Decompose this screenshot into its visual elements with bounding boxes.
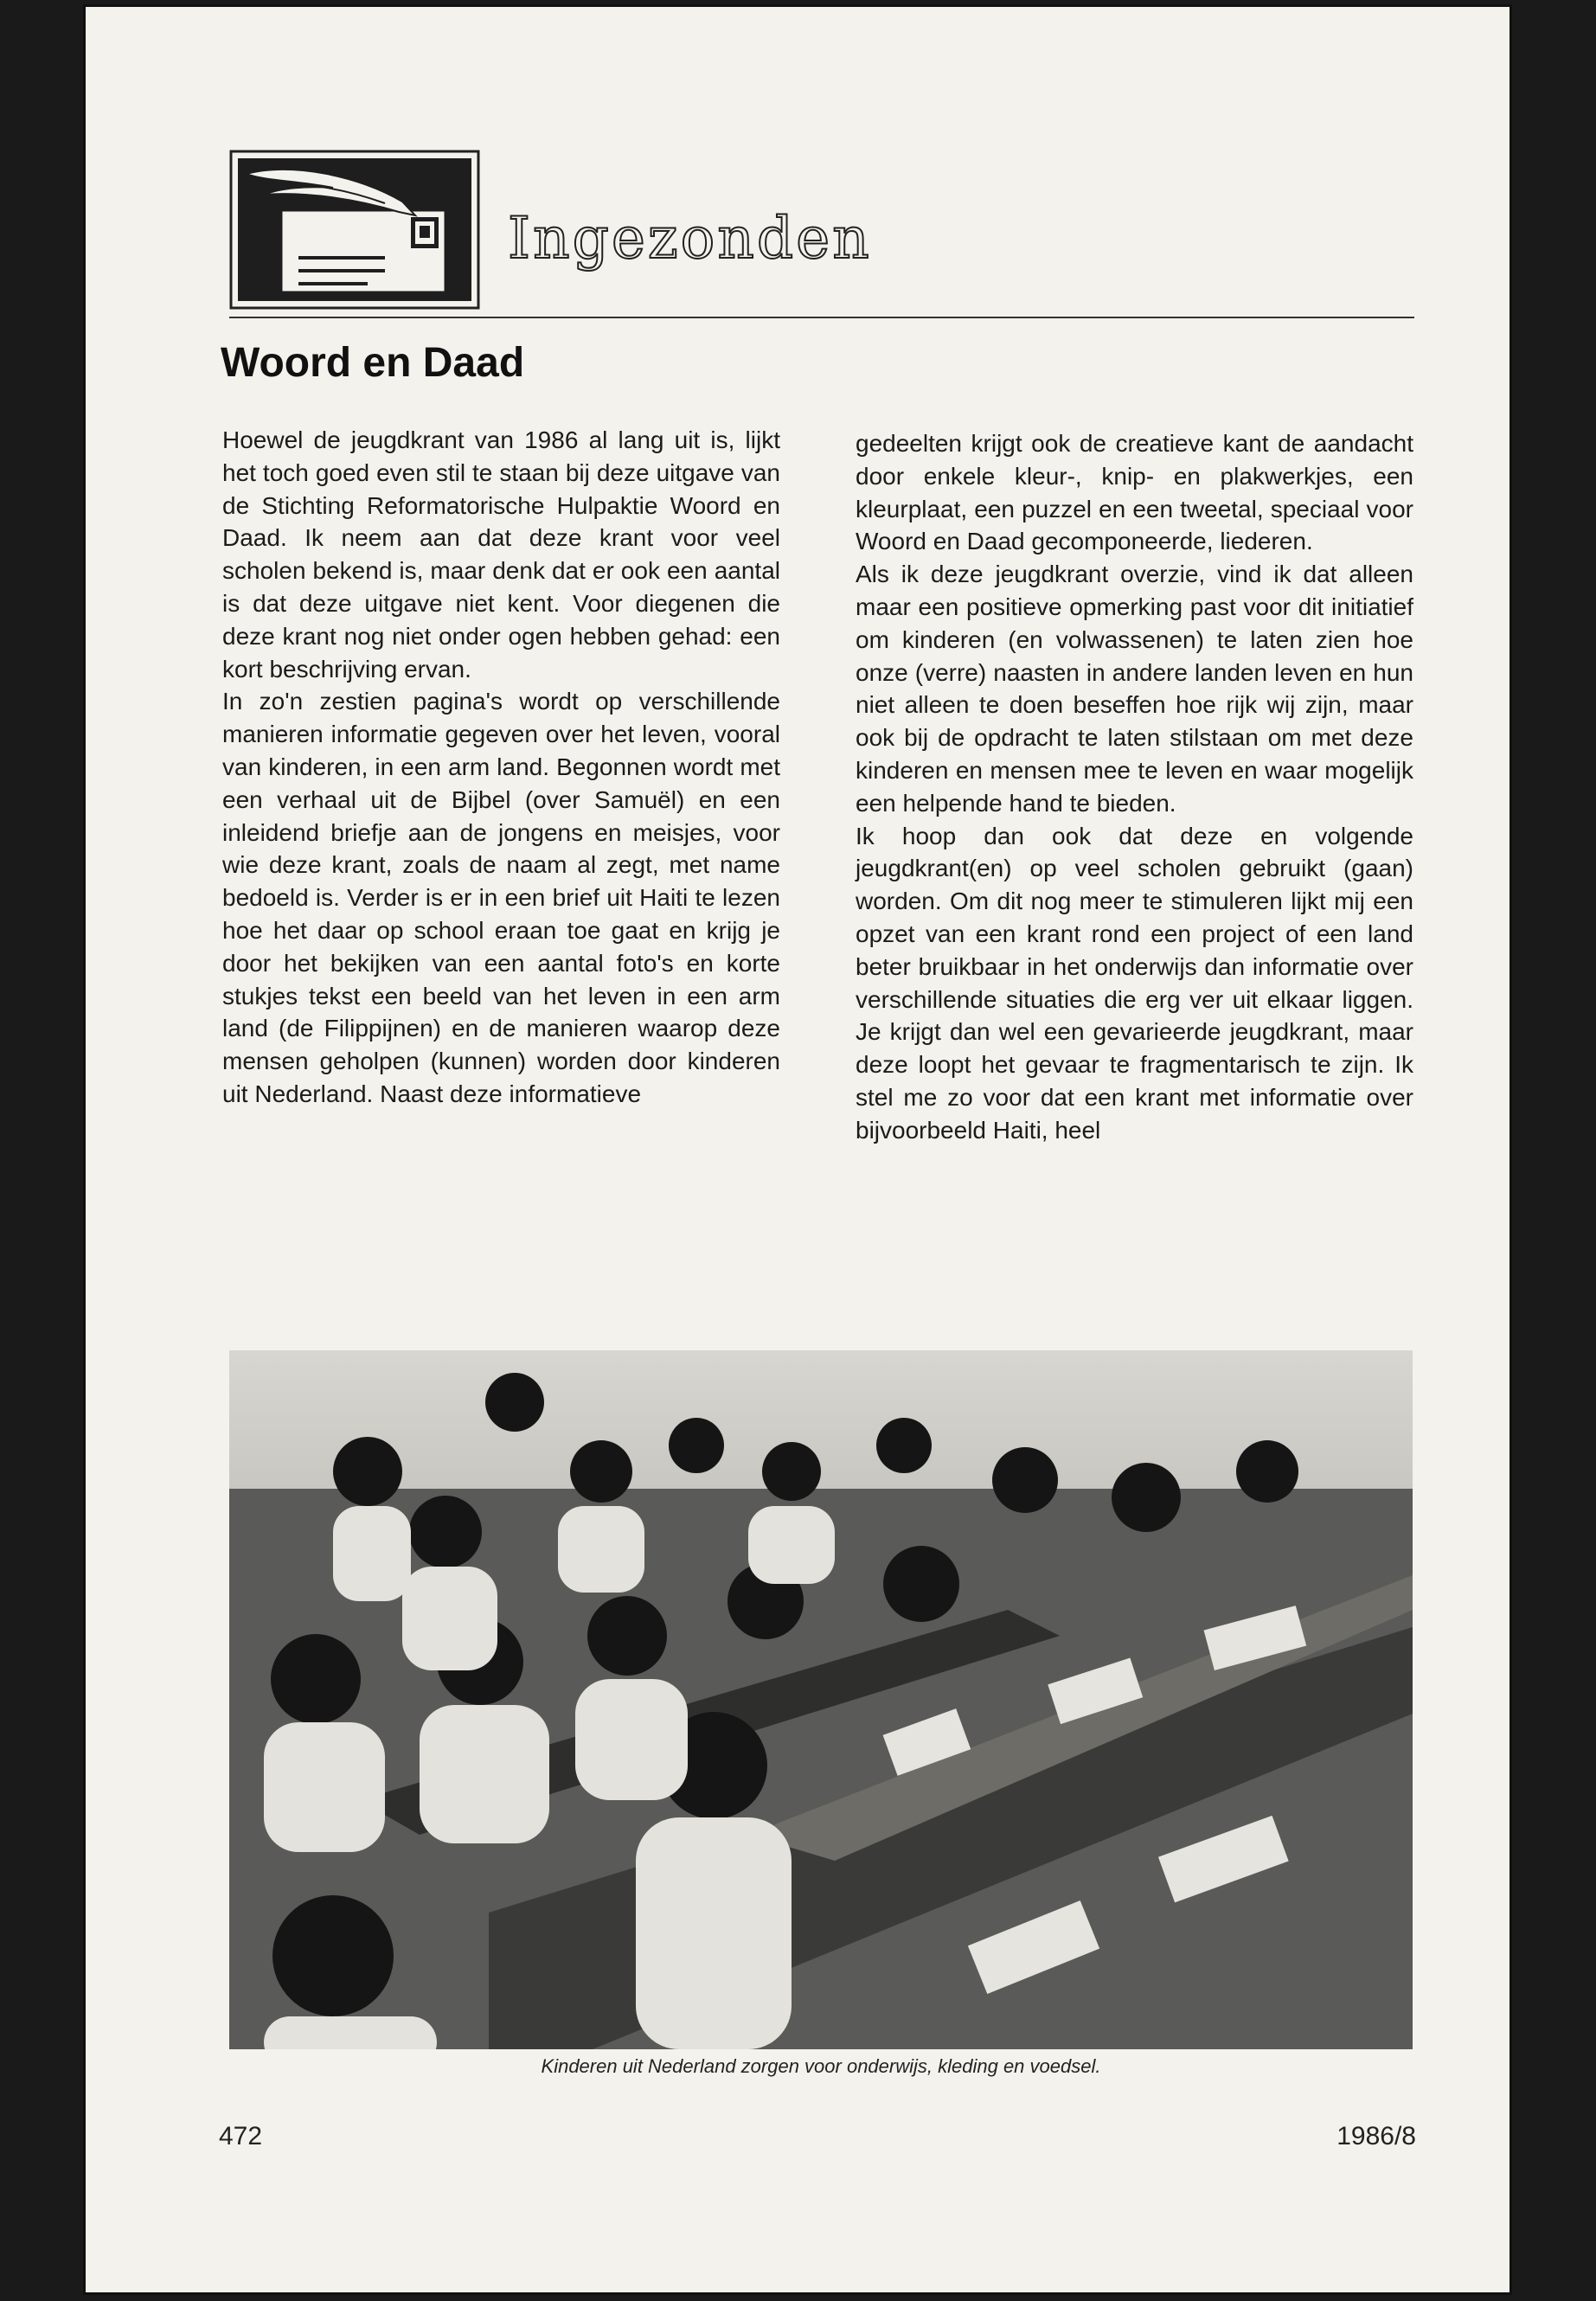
page-number: 472 [219, 2122, 263, 2150]
photo-caption: Kinderen uit Nederland zorgen voor onderwijs, kleding en voedsel. [541, 2055, 1101, 2077]
article-paragraph: gedeelten krijgt ook de creatieve kant de aandacht door enkele kleur-, knip- en plakwerkjes, een kleurplaat, een puzzel en een tweetal, speciaal voor Woord en Daad gecomponeerde, liederen. [856, 430, 1413, 555]
document-page [83, 4, 1512, 2295]
article-paragraph: Hoewel de jeugdkrant van 1986 al lang uit is, lijkt het toch goed even stil te staan bij deze uitgave van de Stichting Reformatorische Hulpaktie Woord en Daad. Ik neem aan dat deze krant voor veel scholen bekend is, maar denk dat er ook een aantal is dat deze uitgave niet kent. Voor diegenen die deze krant nog niet onder ogen hebben gehad: een kort beschrijving ervan. [222, 426, 780, 683]
article-paragraph: Ik hoop dan ook dat deze en volgende jeugdkrant(en) op veel scholen gebruikt (gaan) worden. Om dit nog meer te stimuleren lijkt mij een opzet van een krant rond een project of een land beter bruikbaar in het onderwijs dan informatie over verschillende situaties die erg ver uit elkaar liggen. Je krijgt dan wel een gevarieerde jeugdkrant, maar deze loopt het gevaar te fragmentarisch te zijn. Ik stel me zo voor dat een krant met informatie over bijvoorbeeld Haiti, heel [856, 822, 1413, 1144]
article-paragraph: Als ik deze jeugdkrant overzie, vind ik dat alleen maar een positieve opmerking past voor dit initiatief om kinderen (en volwassenen) te laten zien hoe onze (verre) naasten in andere landen leven en hun niet alleen te doen beseffen hoe rijk wij zijn, maar ook bij de opdracht te laten stilstaan om met deze kinderen en mensen mee te leven en waar mogelijk een helpende hand te bieden. [856, 561, 1413, 817]
issue-number: 1986/8 [1336, 2122, 1416, 2150]
article-column-left [222, 424, 780, 1111]
article-title: Woord en Daad [221, 340, 525, 386]
header-divider [229, 317, 1414, 318]
section-title: Ingezonden [508, 205, 872, 272]
article-column-right [856, 427, 1413, 1147]
classroom-photo [229, 1350, 1413, 2049]
article-paragraph: In zo'n zestien pagina's wordt op verschillende manieren informatie gegeven over het leven, vooral van kinderen, in een arm land. Begonnen wordt met een verhaal uit de Bijbel (over Samuël) en een inleidend briefje aan de jongens en meisjes, voor wie deze krant, zoals de naam al zegt, met name bedoeld is. Verder is er in een brief uit Haiti te lezen hoe het daar op school eraan toe gaat en krijg je door het bekijken van een aantal foto's en korte stukjes tekst een beeld van het leven in een arm land (de Filippijnen) en de manieren waarop deze mensen geholpen (kunnen) worden door kinderen uit Nederland. Naast deze informatieve [222, 688, 780, 1107]
letter-envelope-icon [229, 150, 480, 310]
